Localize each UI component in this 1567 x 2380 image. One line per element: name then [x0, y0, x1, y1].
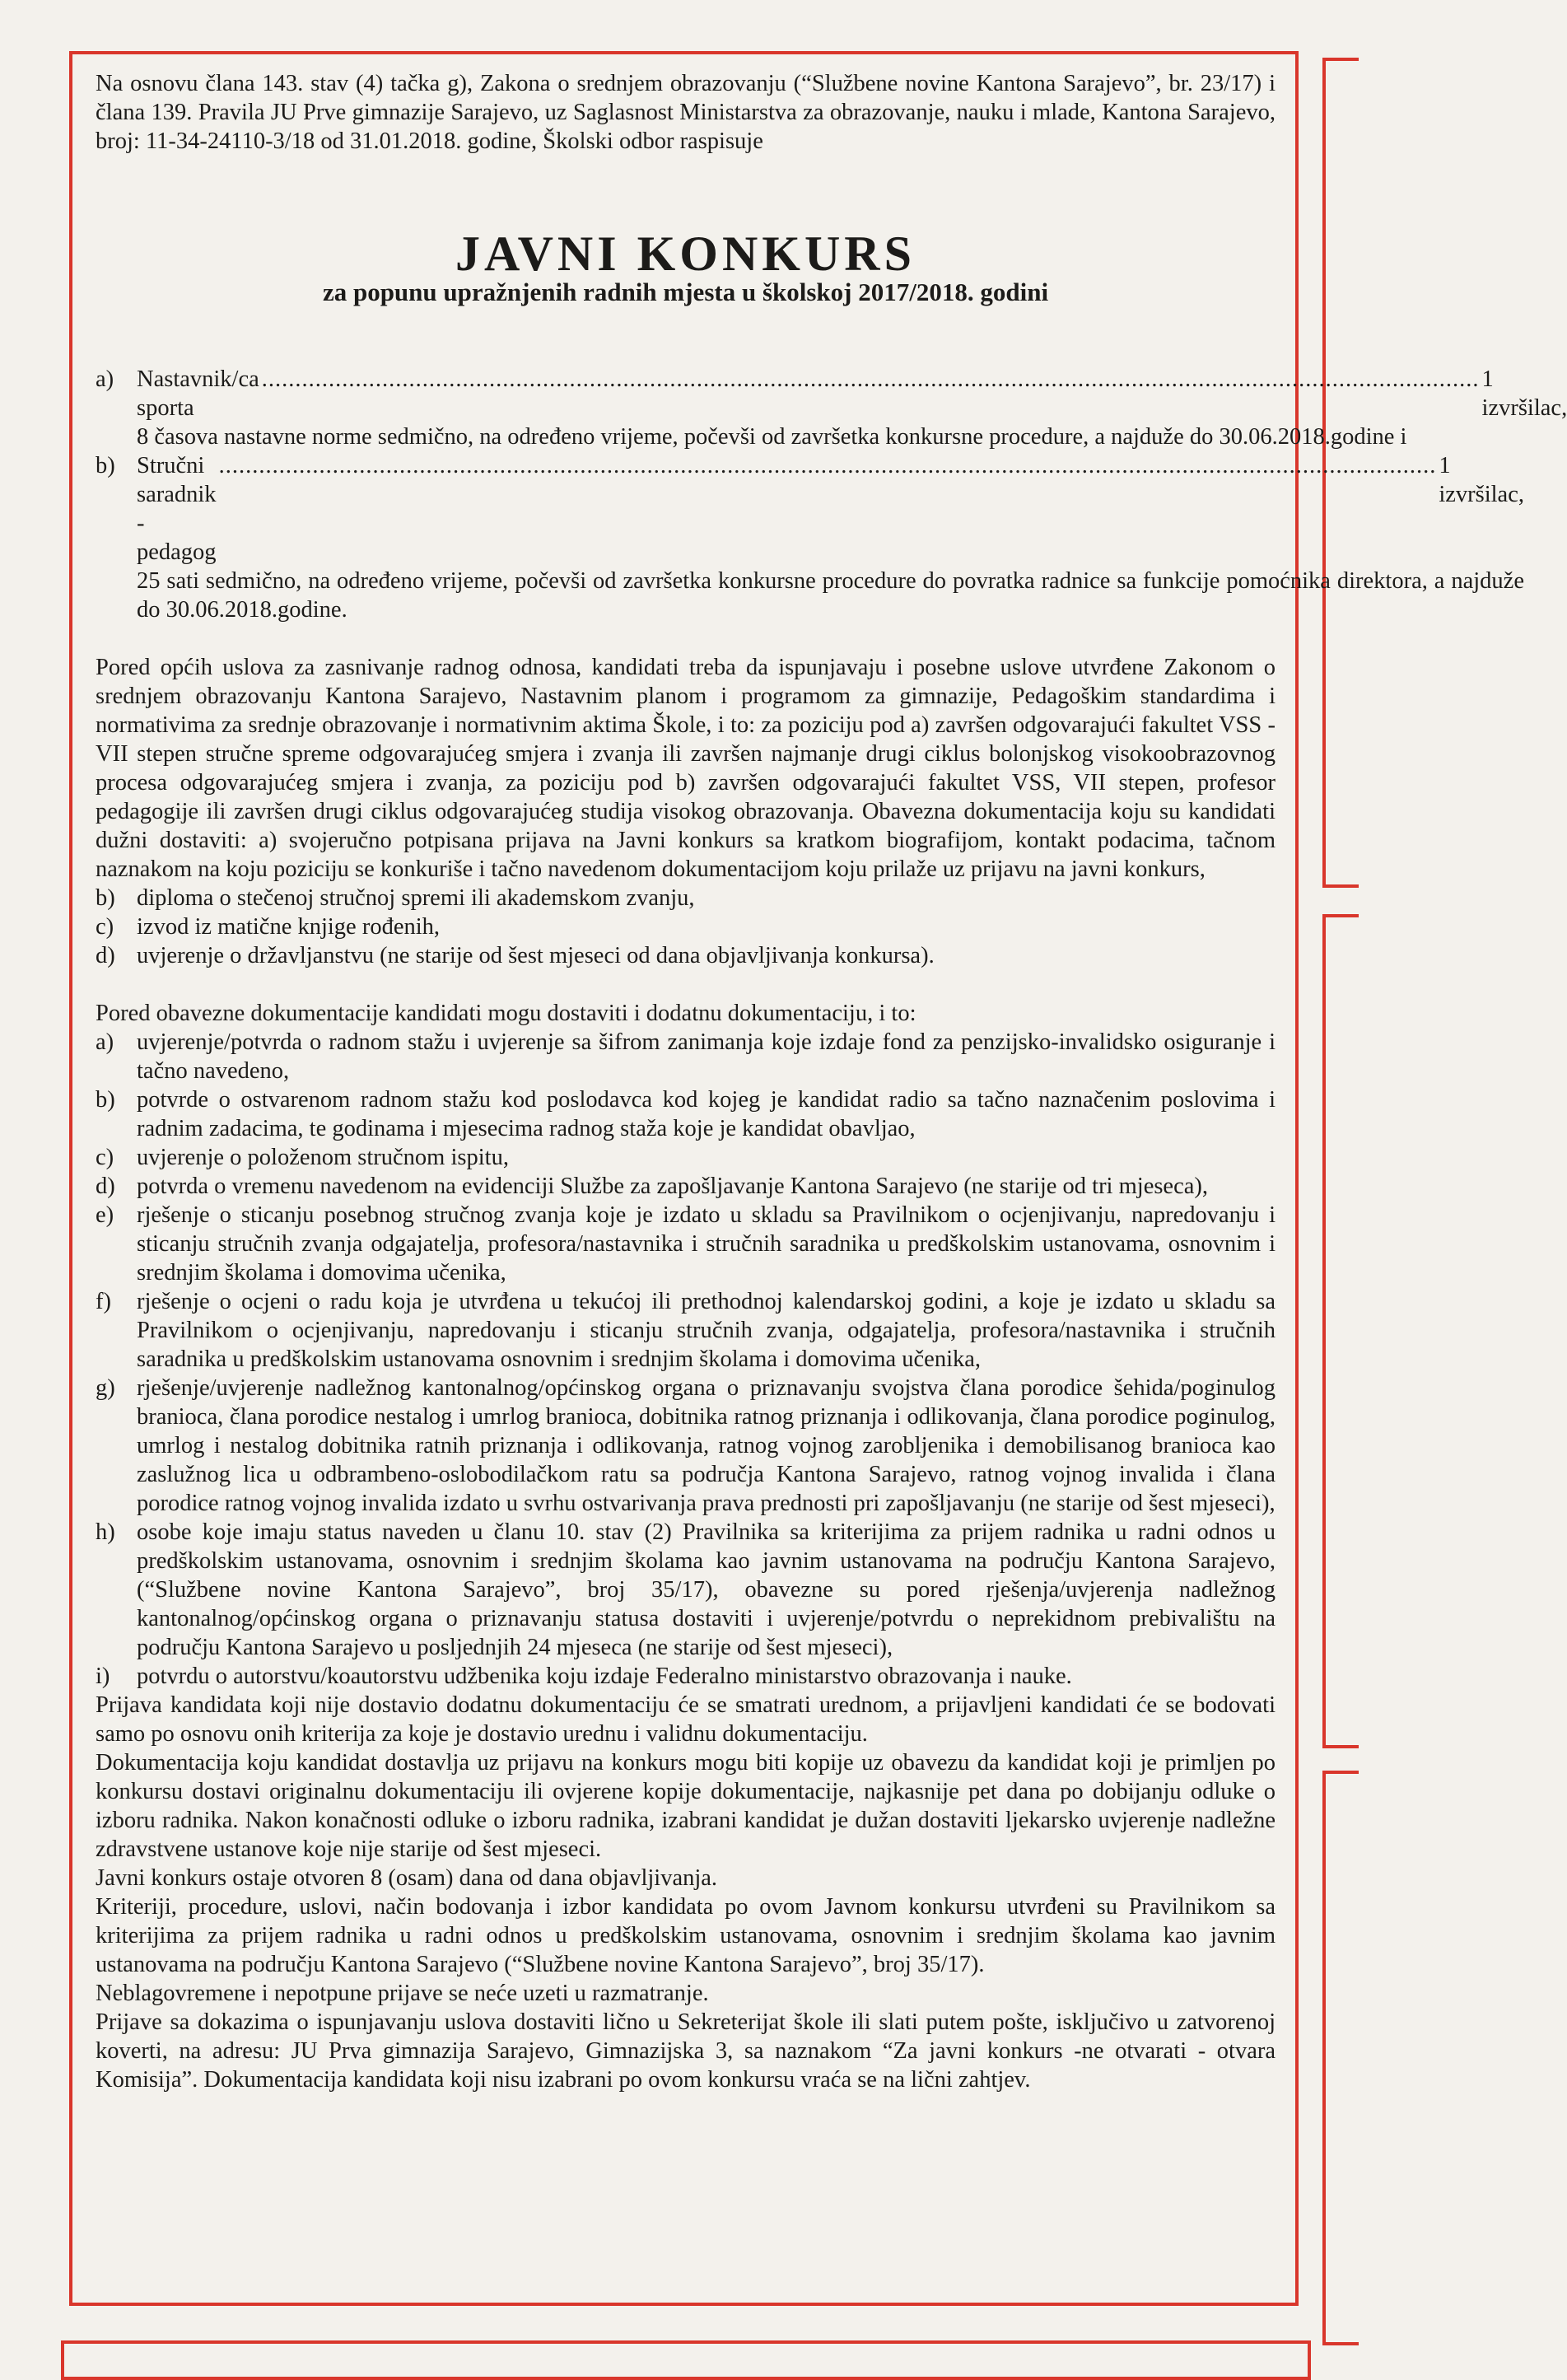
item-label: a): [96, 1029, 114, 1055]
closing-paragraph: Javni konkurs ostaje otvoren 8 (osam) dana od dana objavljivanja.: [96, 1865, 718, 1891]
list-item: [96, 912, 1276, 941]
dot-leader: ......................................................................................................................................................................................: [261, 366, 1480, 392]
closing-paragraph: Prijave sa dokazima o ispunjavanju uslova dostaviti lično u Sekreterijat škole ili slati putem pošte, isključivo u zatvorenoj koverti, na adresu: JU Prva gimnazija Sarajevo, Gimnazijska 3, sa naznakom “Za javni konkurs -ne otvarati - otvara Komisija”. Dokumentacija kandidata koji nisu izabrani po ovom konkursu vraća se na lični zahtjev.: [96, 2009, 1276, 2093]
adjacent-ad-frame: [61, 2340, 1311, 2380]
item-label: c): [96, 1145, 114, 1170]
position-title: Stručni saradnik - pedagog: [137, 453, 217, 565]
list-item: [96, 1201, 1276, 1287]
item-text: uvjerenje o položenom stručnom ispitu,: [137, 1145, 509, 1170]
item-label: b): [96, 453, 115, 478]
item-text: potvrde o ostvarenom radnom stažu kod poslodavca kod kojeg je kandidat radio sa tačno naznačenim poslovima i radnim zadacima, te godinama i mjesecima radnog staža koje je kandidat obavljao,: [137, 1087, 1276, 1141]
adjacent-ad-frame: [1322, 1771, 1359, 2345]
announcement-title: JAVNI KONKURS: [455, 226, 916, 281]
item-label: h): [96, 1519, 115, 1545]
item-text: izvod iz matične knjige rođenih,: [137, 914, 441, 940]
list-item: [96, 1518, 1276, 1662]
item-label: c): [96, 914, 114, 940]
list-item: [96, 1172, 1276, 1201]
item-text: osobe koje imaju status naveden u članu 10. stav (2) Pravilnika sa kriterijima za prijem radnika u radni odnos u predškolskim ustanovama, osnovnim i srednjim školama kao javnim ustanovama na području Kantona Sarajevo, (“Službene novine Kantona Sarajevo”, broj 35/17), obavezne su pored rješenja/uvjerenja nadležnog kantonalnog/općinskog organa o priznavanju statusa dostaviti i uvjerenje/potvrdu o neprekidnom prebivalištu na području Kantona Sarajevo u posljednjih 24 mjeseca (ne starije od šest mjeseci),: [137, 1519, 1276, 1660]
position-count: 1 izvršilac,: [1439, 453, 1524, 507]
legal-basis-paragraph: Na osnovu člana 143. stav (4) tačka g), Zakona o srednjem obrazovanju (“Službene novine Kantona Sarajevo”, br. 23/17) i člana 139. Pravila JU Prve gimnazije Sarajevo, uz Saglasnost Ministarstva za obrazovanje, nauku i mlade, Kantona Sarajevo, broj: 11-34-24110-3/18 od 31.01.2018. godine, Školski odbor raspisuje: [96, 71, 1276, 154]
position-count: 1 izvršilac,: [1481, 366, 1567, 421]
dot-leader: ......................................................................................................................................................................................: [218, 453, 1437, 478]
adjacent-ad-frame: [1322, 914, 1359, 1748]
list-item: [96, 941, 1276, 970]
closing-paragraph: Dokumentacija koju kandidat dostavlja uz prijavu na konkurs mogu biti kopije uz obavezu da kandidat koji je primljen po konkursu dostavi originalnu dokumentaciju ili ovjerene kopije dokumentacije, najkasnije pet dana po dobijanju odluke o izboru radnika. Nakon konačnosti odluke o izboru radnika, izabrani kandidat je dužan dostaviti ljekarsko uvjerenje nadležne zdravstvene ustanove koje nije starije od šest mjeseci.: [96, 1750, 1276, 1862]
item-text: rješenje o sticanju posebnog stručnog zvanja koje je izdato u skladu sa Pravilnikom o ocjenjivanju, napredovanju i sticanju stručnih zvanja odgajatelja, profesora/nastavnika i stručnih saradnika u predškolskim ustanovama, osnovnim i srednjim školama i domovima učenika,: [137, 1202, 1276, 1286]
position-detail: 25 sati sedmično, na određeno vrijeme, počevši od završetka konkursne procedure do povratka radnice sa funkcije pomoćnika direktora, a najduže do 30.06.2018.godine.: [137, 568, 1524, 623]
list-item: [96, 1085, 1276, 1143]
list-item: [96, 1143, 1276, 1172]
list-item: [96, 1662, 1276, 1691]
item-text: rješenje o ocjeni o radu koja je utvrđena u tekućoj ili prethodnoj kalendarskoj godini, a koje je izdato u skladu sa Pravilnikom o ocjenjivanju, napredovanju i sticanju stručnih zvanja, odgajatelja, profesora/nastavnika i stručnih saradnika u predškolskim ustanovama osnovnim i srednjim školama i domovima učenika,: [137, 1289, 1276, 1372]
item-label: g): [96, 1375, 115, 1401]
job-announcement: [69, 51, 1567, 2306]
list-item: [96, 1374, 1276, 1518]
list-item: [96, 1287, 1276, 1374]
item-text: potvrdu o autorstvu/koautorstvu udžbenika koju izdaje Federalno ministarstvo obrazovanja i nauke.: [137, 1664, 1072, 1689]
item-label: a): [96, 366, 114, 392]
additional-docs-list: [96, 1028, 1276, 1691]
list-item: [96, 884, 1276, 912]
item-label: d): [96, 943, 115, 968]
list-item: [96, 1028, 1276, 1085]
position-item: [96, 365, 1567, 451]
closing-paragraph: Kriteriji, procedure, uslovi, način bodovanja i izbor kandidata po ovom Javnom konkursu utvrđeni su Pravilnikom sa kriterijima za prijem radnika u radni odnos u predškolskim ustanovama, osnovnim i srednjim školama kao javnim ustanovama na području Kantona Sarajevo (“Službene novine Kantona Sarajevo”, broj 35/17).: [96, 1894, 1276, 1977]
mandatory-docs-list: [96, 884, 1276, 970]
closing-section: [96, 1691, 1276, 2094]
item-text: diploma o stečenoj stručnoj spremi ili akademskom zvanju,: [137, 885, 695, 911]
additional-docs-intro: Pored obavezne dokumentacije kandidati mogu dostaviti i dodatnu dokumentaciju, i to:: [96, 1001, 916, 1026]
position-detail: 8 časova nastavne norme sedmično, na određeno vrijeme, počevši od završetka konkursne procedure, a najduže do 30.06.2018.godine i: [137, 424, 1407, 450]
item-text: potvrda o vremenu navedenom na evidenciji Službe za zapošljavanje Kantona Sarajevo (ne starije od tri mjeseca),: [137, 1174, 1208, 1199]
conditions-paragraph: Pored općih uslova za zasnivanje radnog odnosa, kandidati treba da ispunjavaju i posebne uslove utvrđene Zakonom o srednjem obrazovanju Kantona Sarajevo, Nastavnim planom i programom za gimnazije, Pedagoškim standardima i normativima za srednje obrazovanje i normativnim aktima Škole, i to: za poziciju pod a) završen odgovarajući fakultet VSS - VII stepen stručne spreme odgovarajućeg smjera i zvanja ili završen najmanje drugi ciklus bolonjskog visokoobrazovnog procesa odgovarajućeg smjera i zvanja, za poziciju pod b) završen odgovarajući fakultet VSS, VII stepen, profesor pedagogije ili završen drugi ciklus odgovarajućeg studija visokog obrazovanja. Obavezna dokumentacija koju su kandidati dužni dostaviti: a) svojeručno potpisana prijava na Javni konkurs sa kratkom biografijom, kontakt podacima, tačnom naznakom na koju poziciju se konkuriše i tačno navedenom dokumentacijom koju prilaže uz prijavu na javni konkurs,: [96, 655, 1276, 882]
item-text: rješenje/uvjerenje nadležnog kantonalnog/općinskog organa o priznavanju svojstva člana porodice šehida/poginulog branioca, člana porodice nestalog i umrlog branioca, dobitnika ratnog priznanja i odlikovanja, člana porodice poginulog, umrlog i nestalog dobitnika ratnih priznanja i odlikovanja, ratnog vojnog zarobljenika i demobilisanog branioca kao zaslužnog lica u odbrambeno-oslobodilačkom ratu sa područja Kantona Sarajevo, ratnog vojnog invalida i člana porodice ratnog vojnog invalida izdato u svrhu ostvarivanja prava prednosti pri zapošljavanju (ne starije od šest mjeseci),: [137, 1375, 1276, 1516]
item-label: i): [96, 1664, 110, 1689]
positions-list: [96, 365, 1567, 624]
item-label: e): [96, 1202, 114, 1228]
closing-paragraph: Neblagovremene i nepotpune prijave se neće uzeti u razmatranje.: [96, 1981, 709, 2006]
item-text: uvjerenje o državljanstvu (ne starije od šest mjeseci od dana objavljivanja konkursa).: [137, 943, 935, 968]
item-label: f): [96, 1289, 111, 1314]
position-item: [96, 451, 1524, 624]
closing-paragraph: Prijava kandidata koji nije dostavio dodatnu dokumentaciju će se smatrati urednom, a prijavljeni kandidati će se bodovati samo po osnovu onih kriterija za koje je dostavio urednu i validnu dokumentaciju.: [96, 1692, 1276, 1747]
position-title: Nastavnik/ca sporta: [137, 366, 259, 421]
item-label: b): [96, 1087, 115, 1113]
item-label: b): [96, 885, 115, 911]
announcement-subtitle: za popunu upražnjenih radnih mjesta u školskoj 2017/2018. godini: [322, 278, 1049, 306]
item-text: uvjerenje/potvrda o radnom stažu i uvjerenje sa šifrom zanimanja koje izdaje fond za penzijsko-invalidsko osiguranje i tačno navedeno,: [137, 1029, 1276, 1084]
item-label: d): [96, 1174, 115, 1199]
